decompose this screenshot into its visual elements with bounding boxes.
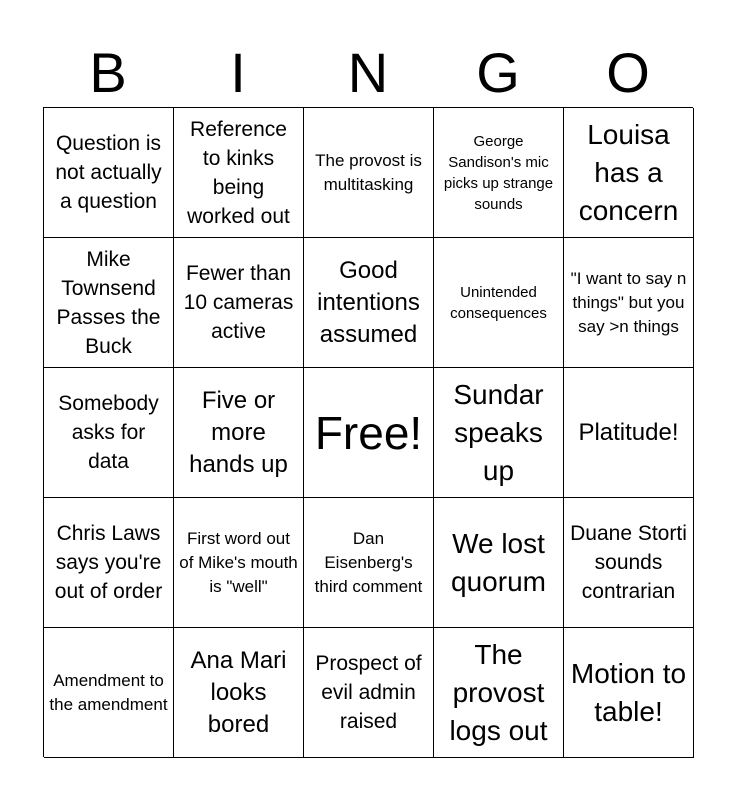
bingo-cell-text: Dan Eisenberg's third comment <box>314 528 423 596</box>
bingo-cell-r1-c5[interactable] <box>564 108 694 238</box>
bingo-cell-r4-c2[interactable] <box>174 498 304 628</box>
bingo-cell-r5-c2[interactable] <box>174 628 304 758</box>
bingo-cell-r2-c3[interactable] <box>304 238 434 368</box>
bingo-cell-text: Louisa has a concern <box>578 118 679 226</box>
bingo-cell-r2-c2[interactable] <box>174 238 304 368</box>
header-letter-n: N <box>347 41 389 104</box>
bingo-card <box>43 107 693 757</box>
bingo-cell-r5-c1[interactable] <box>44 628 174 758</box>
bingo-cell-r2-c1[interactable] <box>44 238 174 368</box>
bingo-cell-r1-c3[interactable] <box>304 108 434 238</box>
bingo-cell-text: Duane Storti sounds contrarian <box>570 522 687 603</box>
bingo-cell-text: George Sandison's mic picks up strange sounds <box>443 132 554 213</box>
bingo-cell-r3-c1[interactable] <box>44 368 174 498</box>
bingo-cell-text: Ana Mari looks bored <box>190 646 287 738</box>
bingo-cell-r5-c3[interactable] <box>304 628 434 758</box>
header-letter-i: I <box>230 41 246 104</box>
bingo-cell-text: Somebody asks for data <box>58 392 159 473</box>
bingo-cell-text: We lost quorum <box>451 527 546 597</box>
bingo-cell-r3-c3[interactable] <box>304 368 434 498</box>
bingo-cell-r3-c5[interactable] <box>564 368 694 498</box>
bingo-cell-text: The provost logs out <box>449 638 548 746</box>
bingo-header <box>43 40 693 106</box>
bingo-cell-text: Five or more hands up <box>189 386 288 478</box>
bingo-cell-text: Good intentions assumed <box>317 256 420 348</box>
bingo-cell-text: Unintended consequences <box>450 283 547 322</box>
bingo-cell-text: Sundar speaks up <box>453 378 544 486</box>
bingo-cell-r1-c4[interactable] <box>434 108 564 238</box>
bingo-cell-text: Platitude! <box>578 418 679 446</box>
header-letter-b: B <box>89 41 127 104</box>
bingo-cell-r4-c3[interactable] <box>304 498 434 628</box>
bingo-cell-r4-c5[interactable] <box>564 498 694 628</box>
bingo-cell-r1-c2[interactable] <box>174 108 304 238</box>
bingo-cell-text: Free! <box>314 406 423 459</box>
bingo-cell-text: Question is not actually a question <box>55 132 162 213</box>
header-letter-o: O <box>606 41 650 104</box>
header-letter-g: G <box>476 41 520 104</box>
bingo-cell-text: Amendment to the amendment <box>49 670 168 714</box>
bingo-cell-text: Motion to table! <box>570 657 687 727</box>
bingo-cell-text: The provost is multitasking <box>315 150 422 194</box>
bingo-cell-text: Chris Laws says you're out of order <box>54 522 163 603</box>
bingo-cell-r5-c4[interactable] <box>434 628 564 758</box>
bingo-cell-text: Reference to kinks being worked out <box>187 117 290 228</box>
bingo-cell-r1-c1[interactable] <box>44 108 174 238</box>
bingo-cell-r4-c4[interactable] <box>434 498 564 628</box>
bingo-cell-text: Fewer than 10 cameras active <box>183 262 294 343</box>
bingo-cell-text: "I want to say n things" but you say >n things <box>570 268 687 336</box>
bingo-cell-r2-c5[interactable] <box>564 238 694 368</box>
bingo-cell-r4-c1[interactable] <box>44 498 174 628</box>
bingo-cell-r3-c2[interactable] <box>174 368 304 498</box>
bingo-cell-text: First word out of Mike's mouth is "well" <box>179 528 298 596</box>
bingo-cell-text: Mike Townsend Passes the Buck <box>56 247 161 358</box>
bingo-cell-r2-c4[interactable] <box>434 238 564 368</box>
bingo-cell-r3-c4[interactable] <box>434 368 564 498</box>
bingo-cell-r5-c5[interactable] <box>564 628 694 758</box>
bingo-cell-text: Prospect of evil admin raised <box>315 652 422 733</box>
